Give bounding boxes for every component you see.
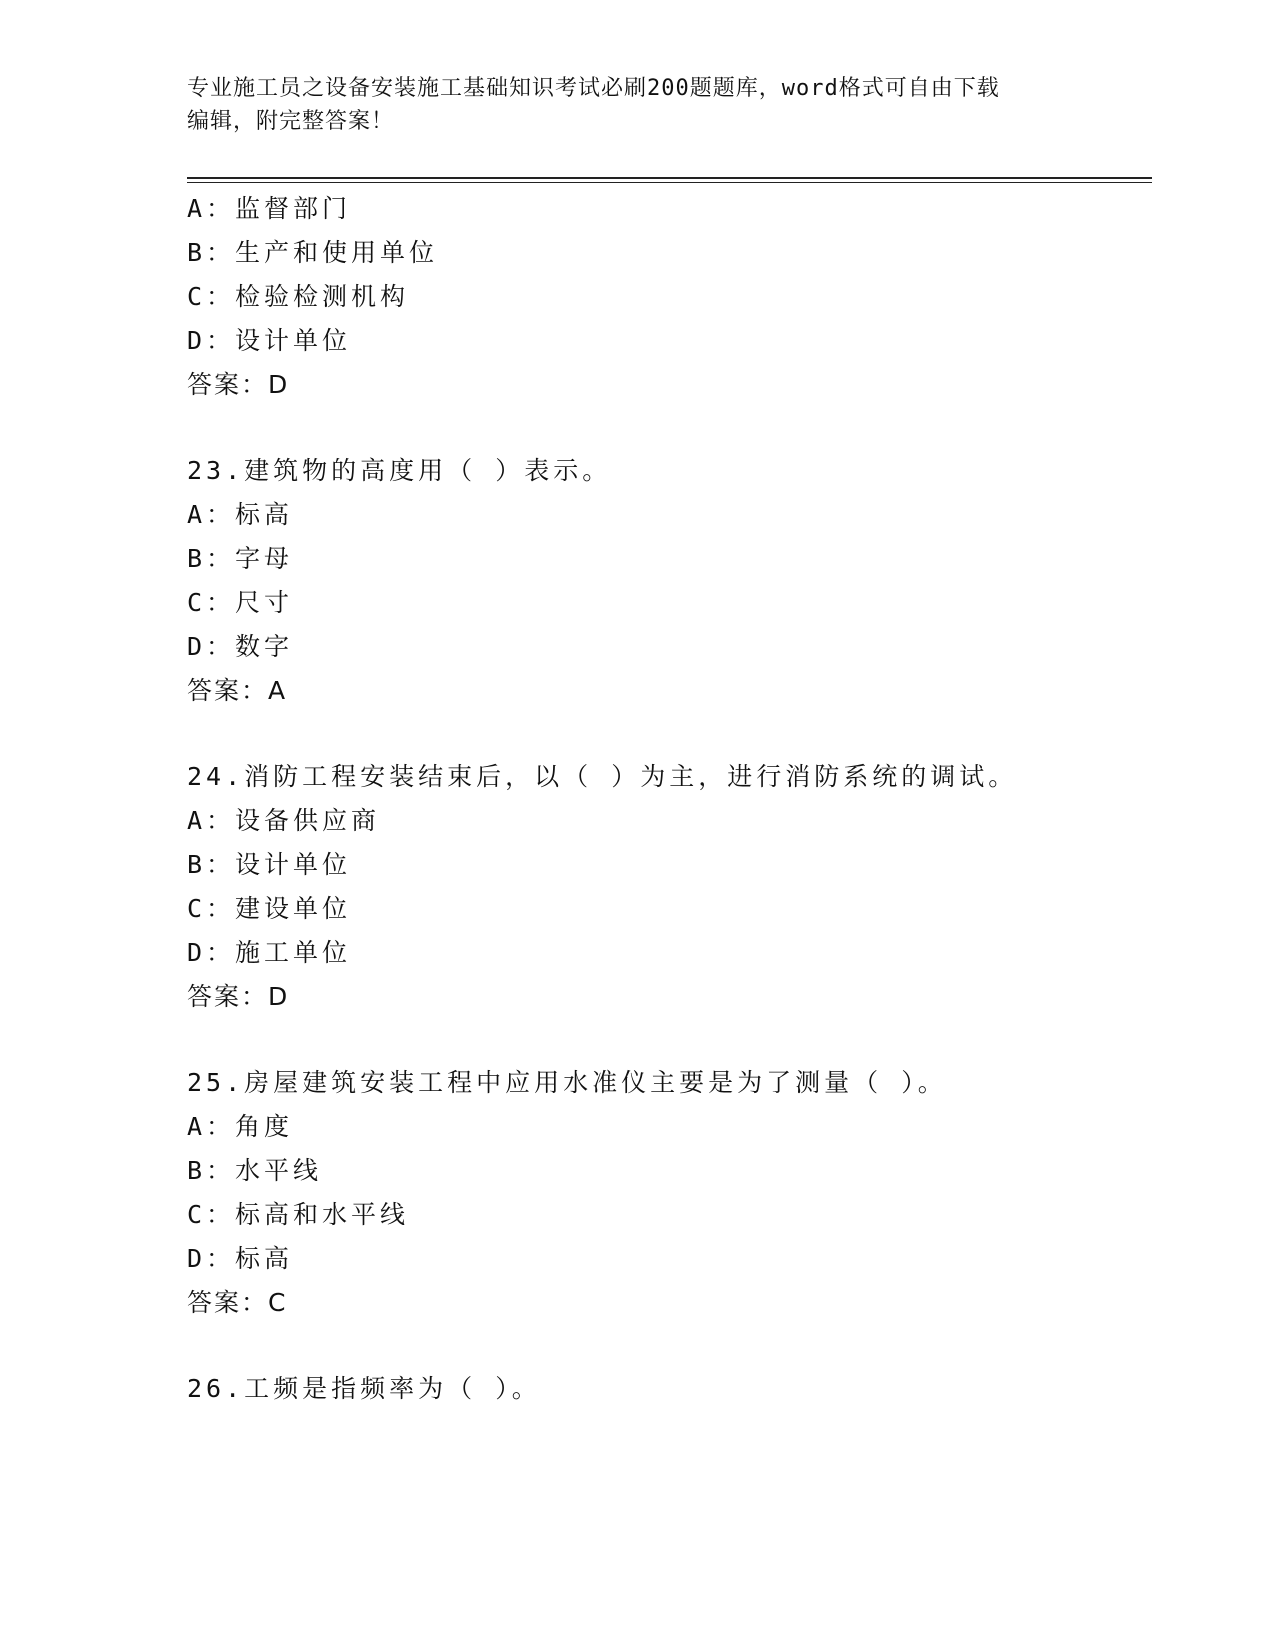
q24-option-a: A：设备供应商 — [187, 806, 381, 835]
q23-question: 23.建筑物的高度用（ ）表示。 — [187, 456, 612, 485]
document-header — [187, 72, 1087, 138]
q25-option-d: D：标高 — [187, 1244, 294, 1273]
q25-answer: 答案：C — [187, 1288, 288, 1317]
q22-answer: 答案：D — [187, 370, 290, 399]
q22-option-c: C：检验检测机构 — [187, 282, 410, 311]
q23-option-a: A：标高 — [187, 500, 294, 529]
q26-question: 26.工频是指频率为（ ）。 — [187, 1374, 541, 1403]
q25-option-a: A：角度 — [187, 1112, 294, 1141]
q22-option-b: B：生产和使用单位 — [187, 238, 439, 267]
q23-answer: 答案：A — [187, 676, 288, 705]
q24-option-d: D：施工单位 — [187, 938, 352, 967]
q24-answer: 答案：D — [187, 982, 290, 1011]
header-divider-thick — [187, 177, 1152, 179]
q23-option-c: C：尺寸 — [187, 588, 294, 617]
q22-option-a: A：监督部门 — [187, 194, 352, 223]
q24-option-c: C：建设单位 — [187, 894, 352, 923]
q24-option-b: B：设计单位 — [187, 850, 352, 879]
header-line-1: 专业施工员之设备安装施工基础知识考试必刷200题题库，word格式可自由下载 — [187, 76, 1000, 101]
q22-option-d: D：设计单位 — [187, 326, 352, 355]
q25-option-c: C：标高和水平线 — [187, 1200, 410, 1229]
q25-question: 25.房屋建筑安装工程中应用水准仪主要是为了测量（ ）。 — [187, 1068, 947, 1097]
q23-option-b: B：字母 — [187, 544, 294, 573]
q25-option-b: B：水平线 — [187, 1156, 323, 1185]
header-line-2: 编辑，附完整答案！ — [187, 109, 395, 134]
q23-option-d: D：数字 — [187, 632, 294, 661]
header-divider-thin — [187, 182, 1152, 183]
q24-question: 24.消防工程安装结束后，以（ ）为主，进行消防系统的调试。 — [187, 762, 1018, 791]
